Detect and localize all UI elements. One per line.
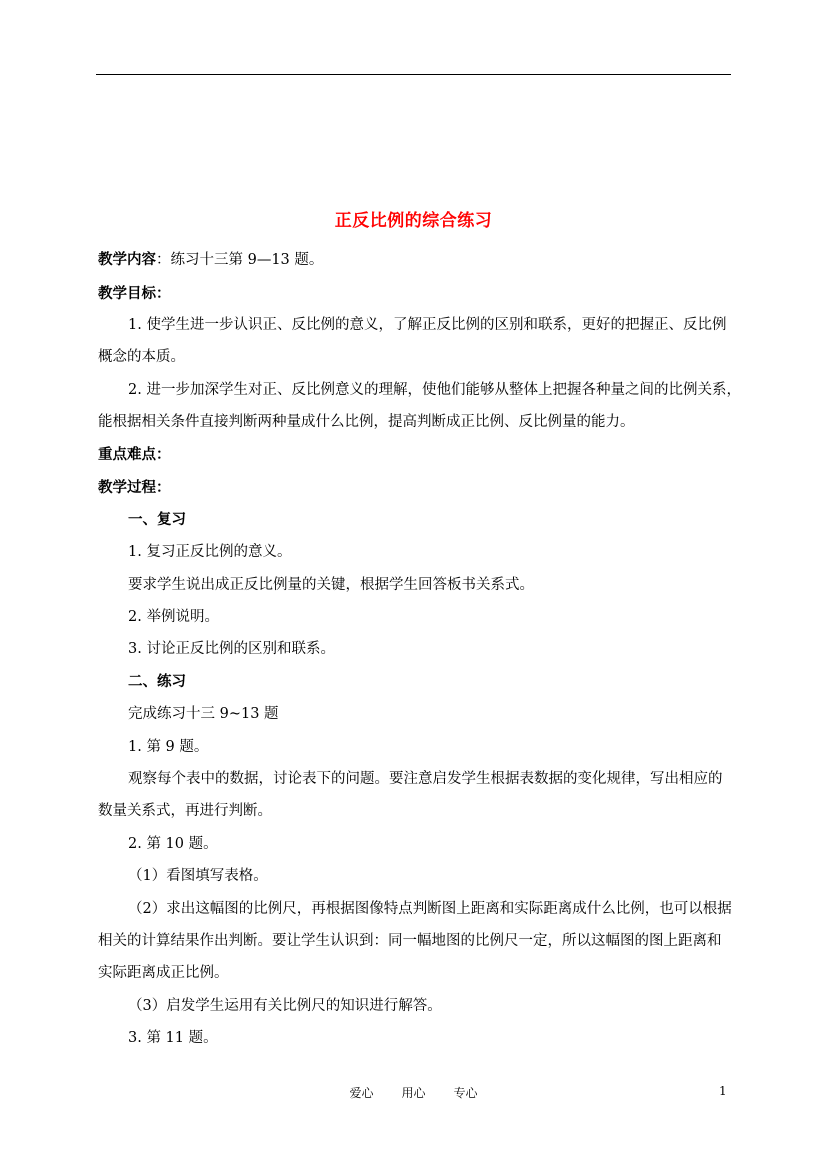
process-label: 教学过程： bbox=[98, 479, 171, 496]
footer-motto-2: 用心 bbox=[401, 1086, 426, 1100]
practice-item-9: 1. 第 9 题。 bbox=[128, 739, 209, 755]
goal-2-line-1: 2. 进一步加深学生对正、反比例意义的理解，使他们能够从整体上把握各种量之间的比例关系， bbox=[128, 382, 741, 398]
practice-item-10-step-1: （1）看图填写表格。 bbox=[128, 868, 268, 884]
review-item-2: 2. 举例说明。 bbox=[128, 609, 219, 625]
content-line bbox=[98, 248, 323, 269]
content-value: ：练习十三第 9—13 题。 bbox=[156, 252, 324, 268]
content-label: 教学内容 bbox=[98, 251, 156, 268]
page-number: 1 bbox=[719, 1084, 727, 1098]
review-item-3: 3. 讨论正反比例的区别和联系。 bbox=[128, 641, 335, 657]
section-practice-heading: 二、练习 bbox=[128, 673, 186, 690]
footer-motto-1: 爱心 bbox=[349, 1086, 374, 1100]
document-title: 正反比例的综合练习 bbox=[334, 211, 493, 231]
header-rule bbox=[96, 74, 731, 75]
practice-item-10: 2. 第 10 题。 bbox=[128, 836, 218, 852]
practice-item-9-line-1: 观察每个表中的数据，讨论表下的问题。要注意启发学生根据表数据的变化规律，写出相应的 bbox=[128, 771, 723, 787]
section-review-heading: 一、复习 bbox=[128, 511, 186, 528]
goals-label: 教学目标： bbox=[98, 285, 171, 302]
practice-item-10-step-2-line-2: 相关的计算结果作出判断。要让学生认识到：同一幅地图的比例尺一定，所以这幅图的图上距离和 bbox=[98, 933, 722, 949]
goal-2-line-2: 能根据相关条件直接判断两种量成什么比例，提高判断成正比例、反比例量的能力。 bbox=[98, 414, 635, 430]
review-item-1: 1. 复习正反比例的意义。 bbox=[128, 544, 292, 560]
practice-item-9-line-2: 数量关系式，再进行判断。 bbox=[98, 803, 272, 819]
practice-item-10-step-2-line-3: 实际距离成正比例。 bbox=[98, 965, 229, 981]
practice-intro: 完成练习十三 9~13 题 bbox=[128, 706, 279, 722]
goal-1-line-2: 概念的本质。 bbox=[98, 349, 185, 365]
keypoints-label: 重点难点： bbox=[98, 446, 171, 463]
practice-item-11: 3. 第 11 题。 bbox=[128, 1030, 218, 1046]
goal-1-line-1: 1. 使学生进一步认识正、反比例的意义，了解正反比例的区别和联系，更好的把握正、反比例 bbox=[128, 317, 727, 333]
practice-item-10-step-3: （3）启发学生运用有关比例尺的知识进行解答。 bbox=[128, 998, 442, 1014]
footer-motto bbox=[0, 1084, 827, 1101]
practice-item-10-step-2-line-1: （2）求出这幅图的比例尺，再根据图像特点判断图上距离和实际距离成什么比例，也可以根据 bbox=[128, 901, 732, 917]
review-item-1-detail: 要求学生说出成正反比例量的关键，根据学生回答板书关系式。 bbox=[128, 577, 534, 593]
footer-motto-3: 专心 bbox=[453, 1086, 478, 1100]
